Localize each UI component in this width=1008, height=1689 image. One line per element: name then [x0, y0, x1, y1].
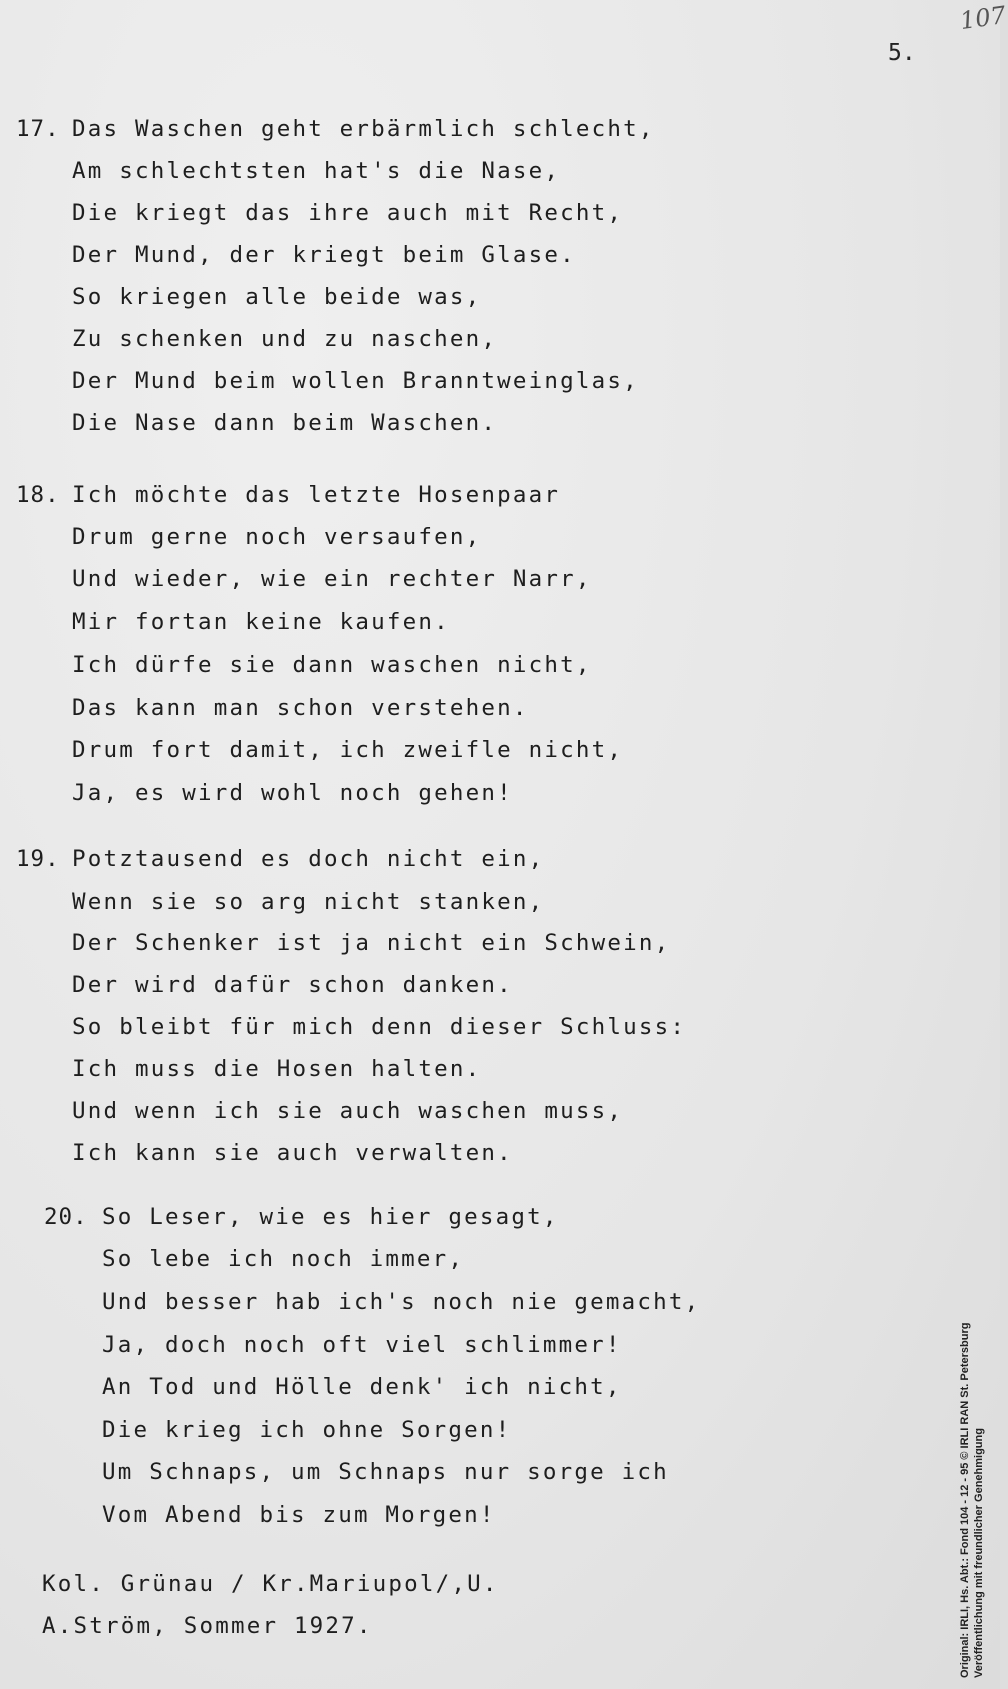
verse-line: Am schlechtsten hat's die Nase, [72, 158, 561, 184]
verse-line: Ja, es wird wohl noch gehen! [72, 780, 513, 806]
verse-line: Ich muss die Hosen halten. [72, 1056, 482, 1082]
verse-line: So bleibt für mich denn dieser Schluss: [72, 1014, 687, 1040]
verse-line: Das kann man schon verstehen. [72, 695, 529, 721]
verse-line: Und wieder, wie ein rechter Narr, [72, 566, 592, 592]
verse-line: Die kriegt das ihre auch mit Recht, [72, 200, 624, 226]
verse-line: Der Mund beim wollen Branntweinglas, [72, 368, 639, 394]
verse-line: Der Mund, der kriegt beim Glase. [72, 242, 576, 268]
verse-line: So lebe ich noch immer, [102, 1246, 465, 1272]
verse-line: Das Waschen geht erbärmlich schlecht, [72, 116, 655, 142]
verse-line: Vom Abend bis zum Morgen! [102, 1502, 496, 1528]
archive-note-line: Original: IRLI, Hs. Abt.: Fond 104 - 12 - 95 © IRLI RAN St. Petersburg [959, 1322, 971, 1678]
verse-line: An Tod und Hölle denk' ich nicht, [102, 1374, 622, 1400]
archive-note-line: Veröffentlichung mit freundlicher Genehmigung [973, 1428, 985, 1678]
handwritten-archive-mark: 107 [958, 0, 1008, 36]
verse-line: Der Schenker ist ja nicht ein Schwein, [72, 930, 671, 956]
verse-line: Und wenn ich sie auch waschen muss, [72, 1098, 624, 1124]
verse-line: So Leser, wie es hier gesagt, [102, 1204, 559, 1230]
verse-line: Ja, doch noch oft viel schlimmer! [102, 1332, 622, 1358]
verse-line: Drum fort damit, ich zweifle nicht, [72, 737, 624, 763]
verse-line: Potztausend es doch nicht ein, [72, 846, 545, 872]
archive-copyright-note [958, 1298, 986, 1678]
verse-line: Die Nase dann beim Waschen. [72, 410, 498, 436]
closing-author-date: A.Ström, Sommer 1927. [42, 1613, 373, 1639]
verse-line: Ich kann sie auch verwalten. [72, 1140, 513, 1166]
verse-line: Mir fortan keine kaufen. [72, 609, 450, 635]
stanza-number: 18. [16, 482, 60, 508]
verse-line: Und besser hab ich's noch nie gemacht, [102, 1289, 701, 1315]
closing-location: Kol. Grünau / Kr.Mariupol/,U. [42, 1571, 499, 1597]
verse-line: Drum gerne noch versaufen, [72, 524, 482, 550]
stanza-number: 19. [16, 846, 60, 872]
verse-line: Um Schnaps, um Schnaps nur sorge ich [102, 1459, 669, 1485]
verse-line: Die krieg ich ohne Sorgen! [102, 1417, 512, 1443]
verse-line: Ich möchte das letzte Hosenpaar [72, 482, 561, 508]
verse-line: So kriegen alle beide was, [72, 284, 482, 310]
verse-line: Ich dürfe sie dann waschen nicht, [72, 652, 592, 678]
verse-line: Zu schenken und zu naschen, [72, 326, 498, 352]
verse-line: Wenn sie so arg nicht stanken, [72, 889, 545, 915]
verse-line: Der wird dafür schon danken. [72, 972, 513, 998]
stanza-number: 20. [44, 1204, 88, 1230]
stanza-number: 17. [16, 116, 60, 142]
page-number: 5. [888, 40, 916, 66]
